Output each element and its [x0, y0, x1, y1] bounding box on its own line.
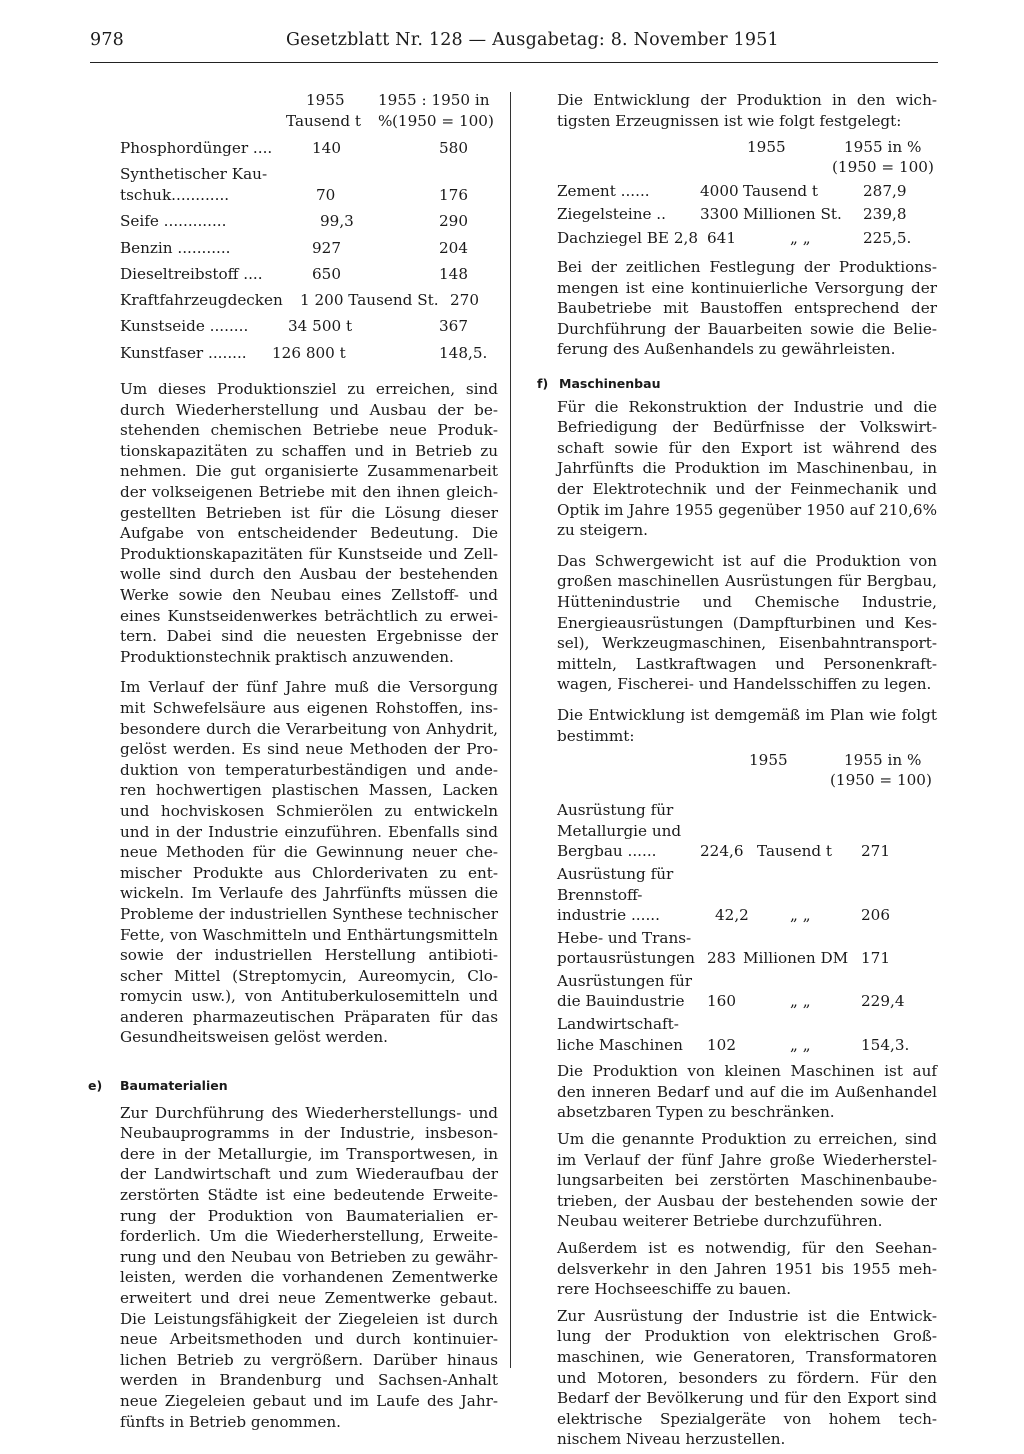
- row-quantity: 283: [707, 949, 736, 968]
- row-label: Dieseltreibstoff ....: [120, 264, 263, 283]
- row-unit: „ „: [790, 992, 811, 1011]
- row-label: Synthetischer Kau-: [120, 165, 268, 184]
- gazette-title: Gesetzblatt Nr. 128 — Ausgabetag: 8. November 1951: [286, 30, 779, 50]
- row-value-percent: 270: [450, 291, 479, 310]
- table-head-ratio: 1955 : 1950 in %: [378, 91, 490, 130]
- paragraph: Zur Ausrüstung der Industrie ist die Entwicklung der Produktion von elektrischen Großmaschinen, wie Generatoren, Transformatoren und Motoren, besonders zu fördern. Für den Bedarf der Bevölkerung und für den Export sind elektrische Spezialgeräte von hohem technischem Niveau herzustellen.: [557, 1306, 937, 1449]
- row-value-1955: 927: [312, 238, 341, 257]
- row-value-1955: 126 800 t: [272, 343, 346, 362]
- paragraph: Für die Rekonstruktion der Industrie und die Befriedigung der Bedürfnisse der Volkswirtschaft sowie für den Export ist während des Jahrfünfts die Produktion im Maschinenbau, in der Elektrotechnik und der Feinmechanik und Optik im Jahre 1955 gegenüber 1950 auf 210,6% zu steigern.: [557, 397, 937, 540]
- table-row: [557, 1014, 937, 1055]
- header-rule: [90, 62, 938, 63]
- paragraph: Um die genannte Produktion zu erreichen, sind im Verlauf der fünf Jahre große Wiederherstellungsarbeiten bei zerstörten Maschinenbaubetrieben, der Ausbau der bestehenden sowie der Neubau weiterer Betriebe durchzuführen.: [557, 1130, 937, 1231]
- section-heading: [537, 374, 937, 395]
- paragraph: Bei der zeitlichen Festlegung der Produktionsmengen ist eine kontinuierliche Versorgung der Baubetriebe mit Baustoffen entsprechend der Durchführung der Bauarbeiten sowie die Belieferung des Außenhandels zu gewährleisten.: [557, 258, 937, 359]
- table-row: [120, 264, 498, 290]
- row-value-1955: 140: [312, 139, 341, 157]
- table-row: [557, 928, 937, 969]
- table-row: [557, 800, 937, 862]
- row-percent: 229,4: [861, 992, 905, 1011]
- construction-table-header: [557, 137, 937, 181]
- row-label: Ausrüstung für: [557, 801, 674, 820]
- paragraph: Außerdem ist es notwendig, für den Seehandelsverkehr in den Jahren 1951 bis 1955 mehrere Hochseeschiffe zu bauen.: [557, 1239, 937, 1299]
- row-unit: Millionen St.: [743, 205, 842, 224]
- table-head-year: 1955: [306, 91, 345, 109]
- row-label-cont: Metallurgie und: [557, 821, 682, 840]
- row-label: Kunstseide ........: [120, 317, 249, 336]
- row-quantity: 224,6: [700, 842, 744, 861]
- table-row: [120, 238, 498, 264]
- section-title: Baumaterialien: [120, 1078, 228, 1094]
- section-heading: [88, 1076, 498, 1097]
- paragraph: Die Produktion von kleinen Maschinen ist auf den inneren Bedarf und auf die im Außenhandel absetzbaren Typen zu beschränken.: [557, 1062, 937, 1122]
- row-label: Hebe- und Trans-: [557, 928, 692, 947]
- row-value-1955: 99,3: [320, 212, 354, 231]
- page-number: 978: [90, 30, 125, 50]
- row-quantity: 42,2: [715, 906, 749, 925]
- row-label: Landwirtschaft-: [557, 1015, 679, 1034]
- paragraph: Das Schwergewicht ist auf die Produktion von großen maschinellen Ausrüstungen für Bergbau, Hüttenindustrie und Chemische Industrie, Energieausrüstungen (Dampfturbinen und Kessel), Werkzeugmaschinen, Eisenbahntransportmitteln, Lastkraftwagen und Personenkraftwagen, Fischerei- und Handelsschiffen zu legen.: [557, 551, 937, 694]
- table-row: [120, 211, 498, 237]
- row-percent: 225,5.: [863, 228, 912, 247]
- row-percent: 287,9: [863, 182, 907, 201]
- row-label-cont: portausrüstungen: [557, 949, 695, 968]
- table-row: [120, 290, 498, 316]
- row-label-cont: liche Maschinen: [557, 1035, 683, 1054]
- row-percent: 239,8: [863, 205, 907, 224]
- paragraph: Um dieses Produktionsziel zu erreichen, sind durch Wiederherstellung und Ausbau der bestehenden chemischen Betriebe neue Produktionskapazitäten zu schaffen und in Betrieb zu nehmen. Die gut organisierte Zusammenarbeit der volkseigenen Betriebe mit den ihnen gleichgestellten Betrieben ist für die Lösung dieser Aufgabe von entscheidender Bedeutung. Die Produktionskapazitäten für Kunstseide und Zellwolle sind durch den Ausbau der bestehenden Werke sowie den Neubau eines Zellstoff- und eines Kunstseidenwerkes beträchtlich zu erweitern. Dabei sind die neuesten Ergebnisse der Produktionstechnik praktisch anzuwenden.: [120, 380, 498, 666]
- paragraph: Die Entwicklung der Produktion in den wichtigsten Erzeugnissen ist wie folgt festgelegt:: [557, 91, 937, 130]
- row-label-cont: Bergbau ......: [557, 842, 657, 861]
- row-unit: Millionen DM: [743, 949, 849, 968]
- row-label-cont: Brennstoff-: [557, 885, 643, 904]
- row-label: Seife .............: [120, 212, 227, 231]
- machinery-table-header: [557, 750, 937, 794]
- row-quantity: 4000: [700, 182, 739, 201]
- row-quantity: 102: [707, 1035, 736, 1054]
- row-value-percent: 290: [439, 212, 468, 231]
- table-row: [120, 164, 498, 211]
- row-unit: „ „: [790, 228, 811, 247]
- row-value-percent: 148,5.: [439, 343, 488, 362]
- row-label-cont: tschuk............: [120, 185, 230, 204]
- row-percent: 206: [861, 906, 890, 925]
- table-head-unit: Tausend t: [286, 112, 362, 130]
- row-percent: 271: [861, 842, 890, 861]
- row-percent: 171: [861, 949, 890, 968]
- section-letter: f): [537, 376, 549, 392]
- table-row: [120, 343, 498, 369]
- row-label: Benzin ...........: [120, 238, 231, 257]
- table-head-year: 1955: [747, 138, 786, 157]
- table-row: [557, 971, 937, 1012]
- row-value-percent: 148: [439, 264, 468, 283]
- row-label: Zement ......: [557, 182, 650, 201]
- table-row: [557, 204, 937, 227]
- row-unit: „ „: [790, 906, 811, 925]
- row-value-percent: 580: [439, 139, 468, 157]
- row-percent: 154,3.: [861, 1035, 910, 1054]
- row-label: Ausrüstungen für: [557, 971, 693, 990]
- row-label: Kraftfahrzeugdecken: [120, 291, 283, 310]
- table-head-percent: 1955 in %: [844, 751, 922, 770]
- row-unit: Tausend t: [757, 842, 833, 861]
- paragraph: Die Entwicklung ist demgemäß im Plan wie folgt bestimmt:: [557, 705, 937, 745]
- section-letter: e): [88, 1078, 103, 1094]
- row-label: Ziegelsteine ..: [557, 205, 666, 224]
- paragraph: Zur Durchführung des Wiederherstellungs- und Neubauprogramms in der Industrie, insbesondere in der Metallurgie, im Transportwesen, in der Landwirtschaft und zum Wiederaufbau der zerstörten Städte ist eine bedeutende Erweiterung der Produktion von Baumaterialien erforderlich. Um die Wiederherstellung, Erweiterung und den Neubau von Betrieben zu gewährleisten, werden die vorhandenen Zementwerke erweitert und drei neue Zementwerke gebaut. Die Leistungsfähigkeit der Ziegeleien ist durch neue Arbeitsmethoden und durch kontinuierlichen Betrieb zu vergrößern. Darüber hinaus werden in Brandenburg und Sachsen-Anhalt neue Ziegeleien gebaut und im Laufe des Jahrfünfts in Betrieb genommen.: [120, 1103, 498, 1431]
- row-label: Dachziegel BE 2,8: [557, 228, 698, 247]
- row-value-percent: 176: [439, 185, 468, 204]
- row-label: Ausrüstung für: [557, 864, 674, 883]
- table-head-percent: 1955 in %: [844, 138, 922, 157]
- row-quantity: 641: [707, 228, 736, 247]
- table-head-year: 1955: [749, 751, 788, 770]
- row-quantity: 3300: [700, 205, 739, 224]
- table-row: [120, 316, 498, 342]
- left-column: [88, 90, 498, 1436]
- row-label-cont: die Bauindustrie: [557, 992, 685, 1011]
- table-head-base: (1950 = 100): [832, 158, 934, 177]
- right-column: [537, 90, 937, 1454]
- column-divider: [510, 92, 511, 1368]
- chemical-production-table: [120, 138, 498, 369]
- table-row: [557, 181, 937, 204]
- row-unit: Tausend t: [743, 182, 819, 201]
- row-unit: „ „: [790, 1035, 811, 1054]
- construction-materials-table: [557, 181, 937, 251]
- machinery-table: [557, 800, 937, 1055]
- table-head-base: (1950 = 100): [830, 771, 932, 790]
- table-head-base: (1950 = 100): [392, 112, 494, 130]
- page-header: [90, 30, 940, 60]
- row-value-percent: 204: [439, 238, 468, 257]
- row-value-1955: 1 200 Tausend St.: [300, 291, 439, 310]
- paragraph: Im Verlauf der fünf Jahre muß die Versorgung mit Schwefelsäure aus eigenen Rohstoffen, insbesondere durch die Verarbeitung von Anhydrit, gelöst werden. Es sind neue Methoden der Produktion von temperaturbeständigen und anderen hochwertigen plastischen Massen, Lacken und hochviskosen Schmierölen zu entwickeln und in der Industrie einzuführen. Ebenfalls sind neue Methoden für die Gewinnung neuer chemischer Produkte aus Chlorderivaten zu entwickeln. Im Verlaufe des Jahrfünfts müssen die Probleme der industriellen Synthese technischer Fette, von Waschmitteln und Enthärtungsmitteln sowie der industriellen Herstellung antibiotischer Mittel (Streptomycin, Aureomycin, Cloromycin usw.), von Antituberkulosemitteln und anderen pharmazeutischen Präparaten für das Gesundheitsweisen gelöst werden.: [120, 678, 498, 1047]
- row-label: Phosphordünger ....: [120, 139, 273, 157]
- row-value-percent: 367: [439, 317, 468, 336]
- row-quantity: 160: [707, 992, 736, 1011]
- table-row: [557, 228, 937, 251]
- production-table-header: [120, 90, 498, 134]
- row-label-cont: industrie ......: [557, 906, 660, 925]
- row-value-1955: 650: [312, 264, 341, 283]
- table-row: [557, 864, 937, 926]
- section-title: Maschinenbau: [559, 376, 661, 392]
- row-label: Kunstfaser ........: [120, 343, 247, 362]
- row-value-1955: 34 500 t: [288, 317, 353, 336]
- table-row: [120, 138, 498, 164]
- row-value-1955: 70: [316, 185, 336, 204]
